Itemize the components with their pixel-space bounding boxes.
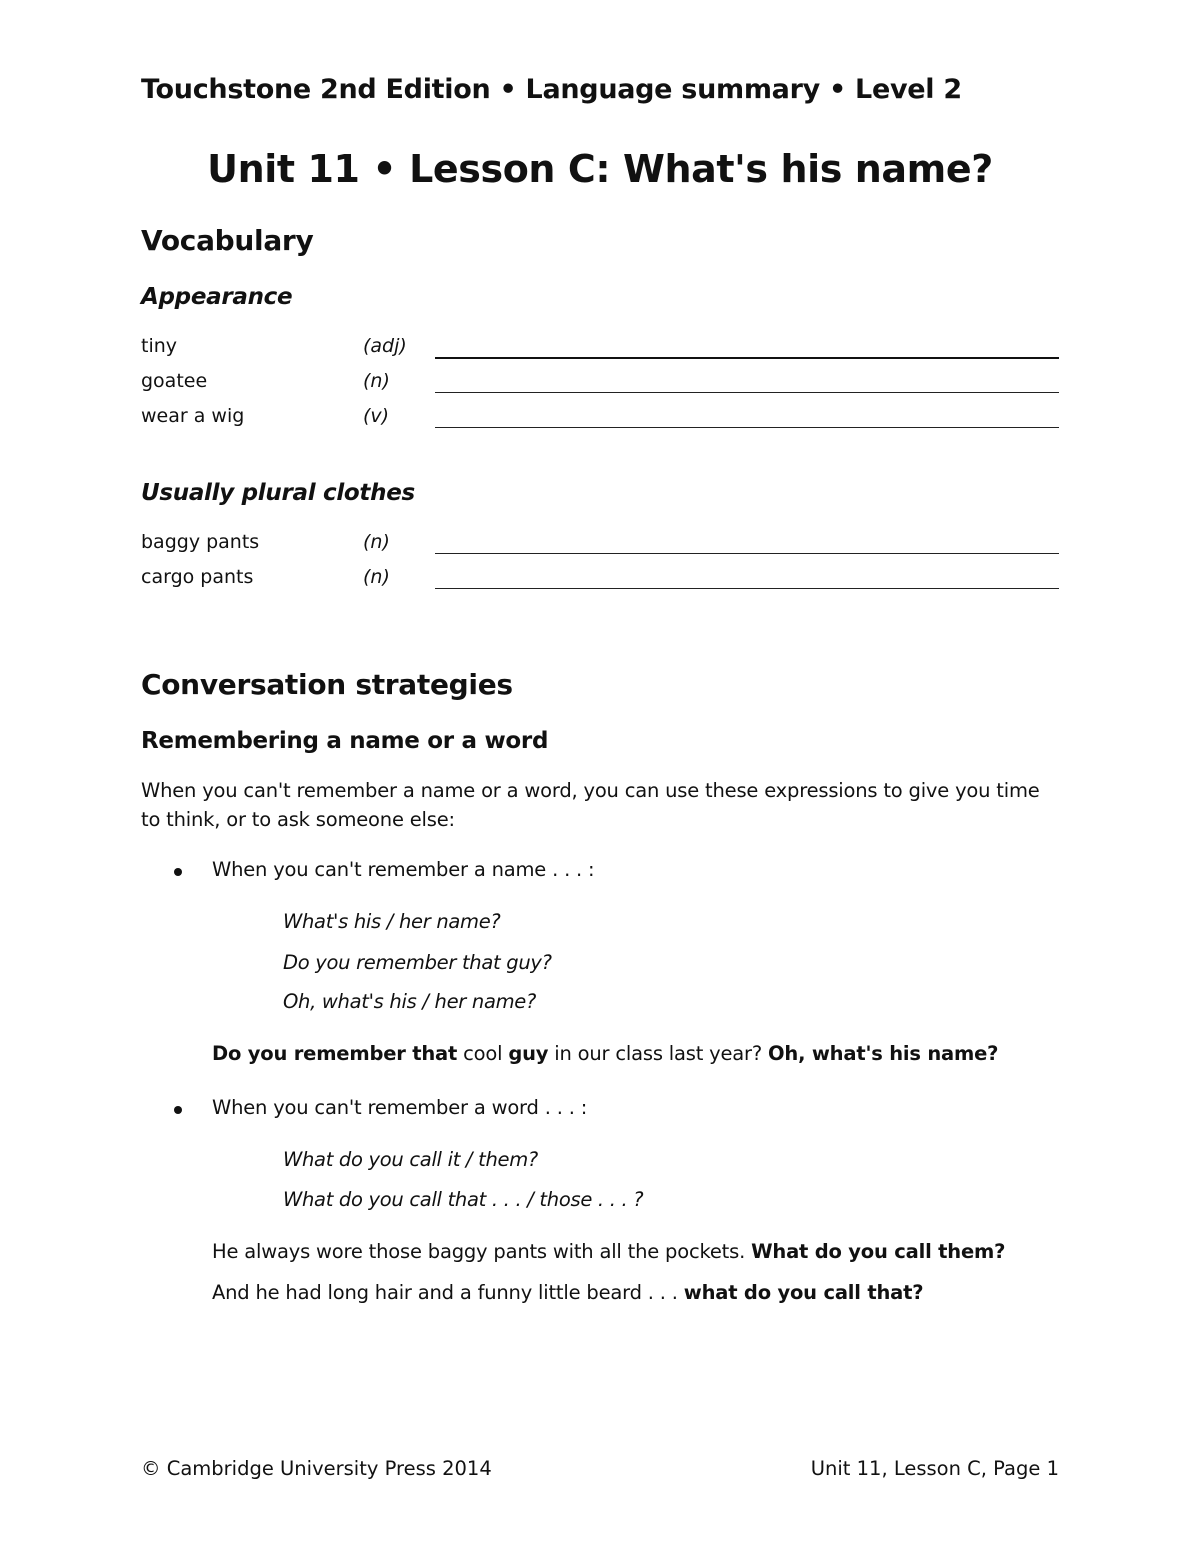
vocab-row-baggy-pants xyxy=(141,531,1059,559)
vocab-word: goatee xyxy=(141,370,208,392)
example-bold: Do you remember that xyxy=(212,1042,458,1065)
vocab-part-of-speech: (v) xyxy=(363,405,390,427)
plural-clothes-heading: Usually plural clothes xyxy=(141,480,415,506)
expression: What do you call it / them? xyxy=(283,1148,538,1171)
page-reference-footer: Unit 11, Lesson C, Page 1 xyxy=(810,1457,1059,1480)
vocab-part-of-speech: (n) xyxy=(363,531,390,553)
strategies-heading: Conversation strategies xyxy=(141,668,513,701)
vocab-part-of-speech: (n) xyxy=(363,370,390,392)
expression: Oh, what's his / her name? xyxy=(283,990,537,1013)
bullet-label: When you can't remember a name . . . : xyxy=(212,858,595,881)
vocab-row-goatee xyxy=(141,370,1059,398)
vocabulary-heading: Vocabulary xyxy=(141,224,314,257)
answer-line xyxy=(435,427,1059,428)
vocab-row-cargo-pants xyxy=(141,566,1059,594)
vocab-word: wear a wig xyxy=(141,405,245,427)
bullet-word xyxy=(212,1096,587,1119)
example-text: cool xyxy=(457,1042,509,1065)
example-text: in our class last year? xyxy=(548,1042,769,1065)
appearance-heading: Appearance xyxy=(141,284,293,310)
answer-line xyxy=(435,357,1059,359)
vocab-part-of-speech: (adj) xyxy=(363,335,407,357)
expression: Do you remember that guy? xyxy=(283,951,552,974)
example-text: And he had long hair and a funny little beard . . . xyxy=(212,1281,684,1304)
vocab-row-wear-a-wig xyxy=(141,405,1059,433)
bullet-label: When you can't remember a word . . . : xyxy=(212,1096,588,1119)
expression: What do you call that . . . / those . . . ? xyxy=(283,1188,644,1211)
expression: What's his / her name? xyxy=(283,910,501,933)
example-bold: what do you call that? xyxy=(683,1281,924,1304)
example-text: He always wore those baggy pants with all the pockets. xyxy=(212,1240,752,1263)
bullet-name xyxy=(212,858,594,881)
intro-line: to think, or to ask someone else: xyxy=(141,808,455,831)
vocab-part-of-speech: (n) xyxy=(363,566,390,588)
page-title: Unit 11 • Lesson C: What's his name? xyxy=(207,147,993,191)
copyright-footer: © Cambridge University Press 2014 xyxy=(141,1457,492,1480)
vocab-word: cargo pants xyxy=(141,566,254,588)
example-sentence xyxy=(212,1042,998,1065)
vocab-word: baggy pants xyxy=(141,531,260,553)
example-bold: guy xyxy=(508,1042,549,1065)
intro-line: When you can't remember a name or a word, you can use these expressions to give you time xyxy=(141,779,1040,802)
example-bold: What do you call them? xyxy=(751,1240,1006,1263)
example-sentence xyxy=(212,1281,923,1304)
example-bold: Oh, what's his name? xyxy=(768,1042,999,1065)
strategies-intro xyxy=(141,776,1061,834)
series-header: Touchstone 2nd Edition • Language summary • Level 2 xyxy=(141,74,962,105)
answer-line xyxy=(435,392,1059,393)
strategies-subheading: Remembering a name or a word xyxy=(141,728,549,754)
vocab-row-tiny xyxy=(141,335,1059,363)
vocab-word: tiny xyxy=(141,335,178,357)
example-sentence xyxy=(212,1240,1005,1263)
answer-line xyxy=(435,553,1059,554)
bullet-dot-icon xyxy=(174,1106,182,1114)
answer-line xyxy=(435,588,1059,589)
bullet-dot-icon xyxy=(174,868,182,876)
